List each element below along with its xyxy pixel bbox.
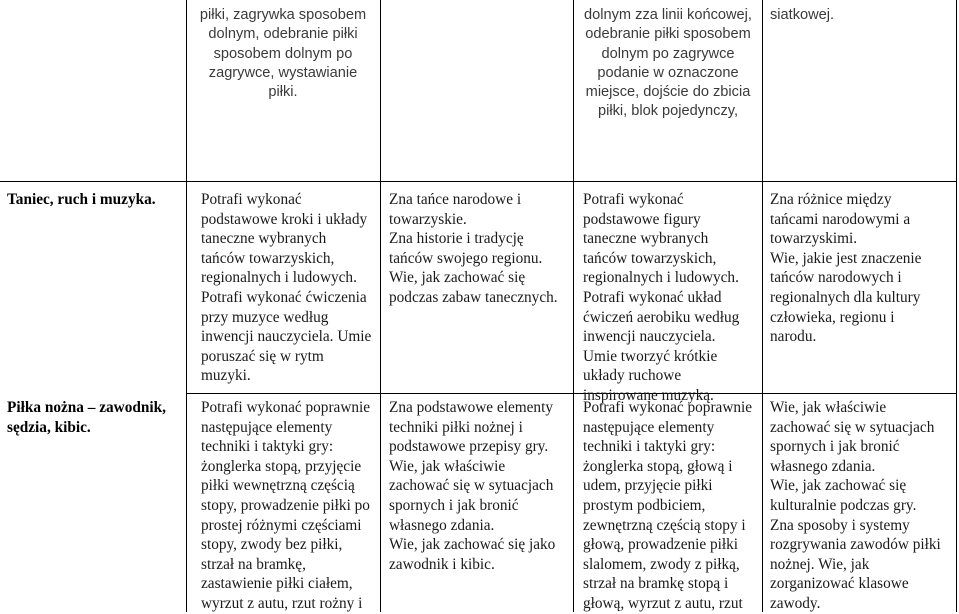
table-cell: dolnym zza linii końcowej, odebranie piłki sposobem dolnym po zagrywce podanie w oznaczone miejsce, dojście do zbicia piłki, blok pojedynczy, [584, 7, 752, 120]
table-border [380, 0, 381, 612]
table-border [186, 0, 187, 612]
table-border [186, 393, 957, 394]
table-cell: Potrafi wykonać poprawnie następujące elementy techniki i taktyki gry: żonglerka stopą, przyjęcie piłki wewnętrzną częścią stopy, prowadzenie piłki po prostej różnymi częściami stopy, zwody bez piłki, strzał na bramkę, zastawienie piłki ciałem, wyrzut z autu, rzut rożny i [201, 399, 371, 612]
table-border [573, 0, 574, 612]
row-topic: Piłka nożna – zawodnik, sędzia, kibic. [7, 399, 166, 436]
table-cell: piłki, zagrywka sposobem dolnym, odebranie piłki sposobem dolnym po zagrywce, wystawianie piłki. [199, 7, 367, 101]
table-cell: siatkowej. [770, 7, 835, 23]
table-cell: Potrafi wykonać podstawowe kroki i układy taneczne wybranych tańców towarzyskich, regionalnych i ludowych. Potrafi wykonać ćwiczenia przy muzyce według inwencji nauczyciela. Umie poruszać się w rytm muzyki. [201, 191, 372, 385]
table-border [0, 181, 957, 182]
table-border [762, 0, 763, 612]
table-cell: Potrafi wykonać podstawowe figury taneczne wybranych tańców towarzyskich, regionalnych i ludowych. Potrafi wykonać układ ćwiczeń aerobiku według inwencji nauczyciela. Umie tworzyć krótkie układy ruchowe inspirowane muzyką. [583, 191, 740, 404]
table-cell: Wie, jak właściwie zachować się w sytuacjach spornych i jak bronić własnego zdania. Wie, jak zachować się kulturalnie podczas gry. Zna sposoby i systemy rozgrywania zawodów piłki nożnej. Wie, jak zorganizować klasowe zawody. [770, 399, 941, 612]
table-cell: Potrafi wykonać poprawnie następujące elementy techniki i taktyki gry: żonglerka stopą, głową i udem, przyjęcie piłki prostym podbiciem, zewnętrzną częścią stopy i głową, prowadzenie piłki slalomem, zwody z piłką, strzał na bramkę stopą i głową, wyrzut z autu, rzut [583, 399, 753, 612]
table-cell: Zna tańce narodowe i towarzyskie. Zna historie i tradycję tańców swojego regionu. Wie, jak zachować się podczas zabaw tanecznych. [389, 191, 558, 306]
table-cell: Zna różnice między tańcami narodowymi a towarzyskimi. Wie, jakie jest znaczenie tańców narodowych i regionalnych dla kultury człowieka, regionu i narodu. [770, 191, 922, 346]
table-cell: Zna podstawowe elementy techniki piłki nożnej i podstawowe przepisy gry. Wie, jak właściwie zachować się w sytuacjach spornych i jak bronić własnego zdania. Wie, jak zachować się jako zawodnik i kibic. [389, 399, 556, 573]
table-border [956, 0, 957, 612]
row-topic: Taniec, ruch i muzyka. [7, 191, 156, 208]
